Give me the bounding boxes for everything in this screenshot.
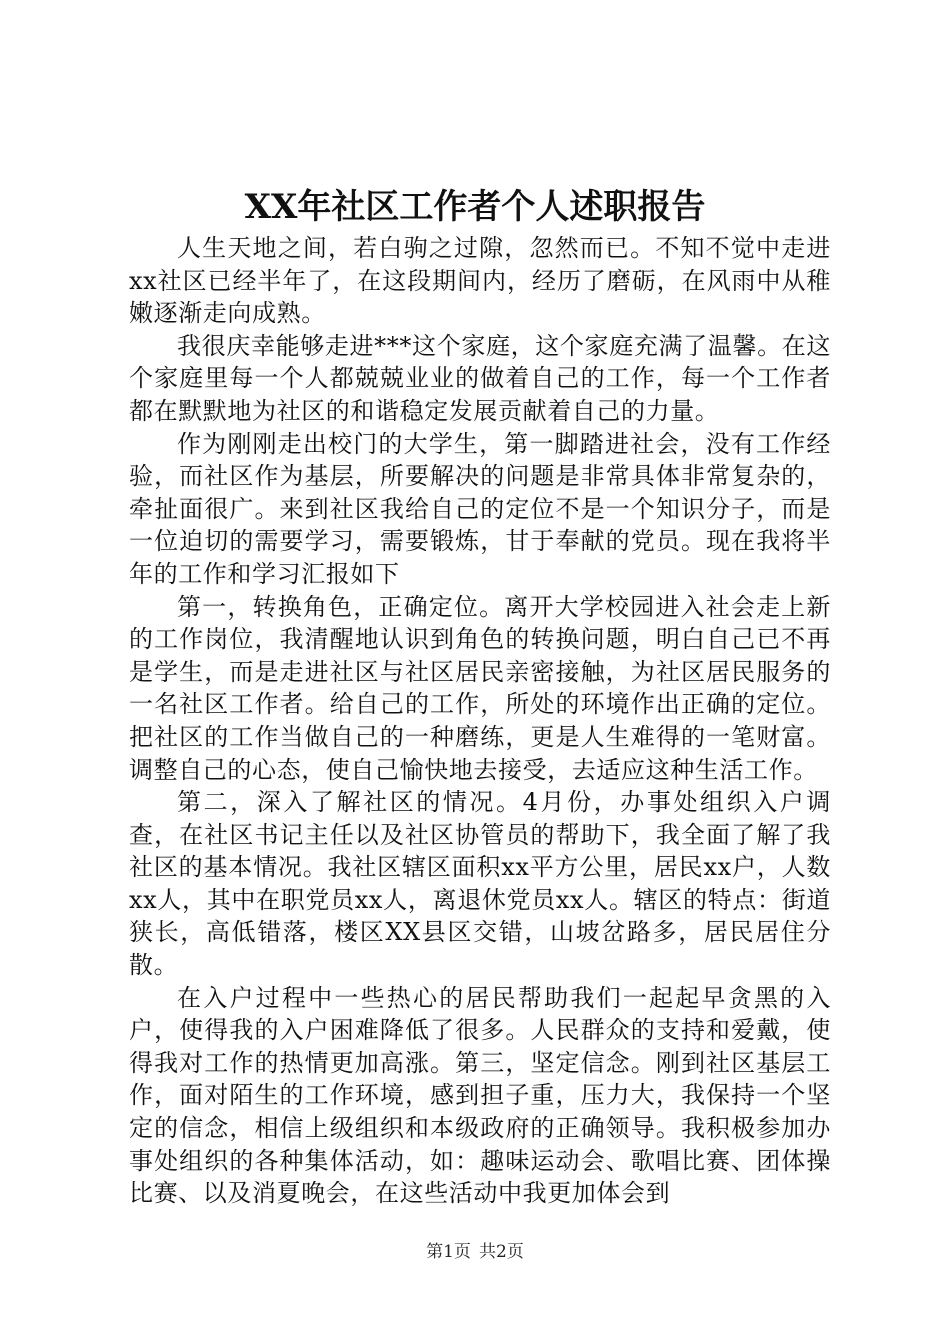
paragraph-5: 第二，深入了解社区的情况。4月份，办事处组织入户调查，在社区书记主任以及社区协管员的帮助下，我全面了解了我社区的基本情况。我社区辖区面积xx平方公里，居民xx户，人数xx人，其中在职党员xx人，离退休党员xx人。辖区的特点：街道狭长，高低错落，楼区XX县区交错，山坡岔路多，居民居住分散。	[129, 788, 831, 980]
paragraph-1: 人生天地之间，若白驹之过隙，忽然而已。不知不觉中走进xx社区已经半年了，在这段期间内，经历了磨砺，在风雨中从稚嫩逐渐走向成熟。	[129, 234, 831, 328]
page-number: 第1页	[426, 1242, 471, 1262]
paragraph-4: 第一，转换角色，正确定位。离开大学校园进入社会走上新的工作岗位，我清醒地认识到角色的转换问题，明白自己已不再是学生，而是走进社区与社区居民亲密接触，为社区居民服务的一名社区工作者。给自己的工作，所处的环境作出正确的定位。把社区的工作当做自己的一种磨练，更是人生难得的一笔财富。调整自己的心态，使自己愉快地去接受，去适应这种生活工作。	[129, 592, 831, 784]
page-footer	[0, 1241, 950, 1263]
paragraph-6: 在入户过程中一些热心的居民帮助我们一起起早贪黑的入户，使得我的入户困难降低了很多。人民群众的支持和爱戴，使得我对工作的热情更加高涨。第三，坚定信念。刚到社区基层工作，面对陌生的工作环境，感到担子重，压力大，我保持一个坚定的信念，相信上级组织和本级政府的正确领导。我积极参加办事处组织的各种集体活动，如：趣味运动会、歌唱比赛、团体操比赛、以及消夏晚会，在这些活动中我更加体会到	[129, 983, 831, 1208]
paragraph-3: 作为刚刚走出校门的大学生，第一脚踏进社会，没有工作经验，而社区作为基层，所要解决的问题是非常具体非常复杂的，牵扯面很广。来到社区我给自己的定位不是一个知识分子，而是一位迫切的需要学习，需要锻炼，甘于奉献的党员。现在我将半年的工作和学习汇报如下	[129, 429, 831, 588]
document-body	[129, 232, 831, 1210]
document-title: XX年社区工作者个人述职报告	[244, 187, 706, 227]
paragraph-2: 我很庆幸能够走进***这个家庭，这个家庭充满了温馨。在这个家庭里每一个人都兢兢业业的做着自己的工作，每一个工作者都在默默地为社区的和谐稳定发展贡献着自己的力量。	[129, 331, 831, 425]
page-total: 共2页	[479, 1242, 524, 1262]
